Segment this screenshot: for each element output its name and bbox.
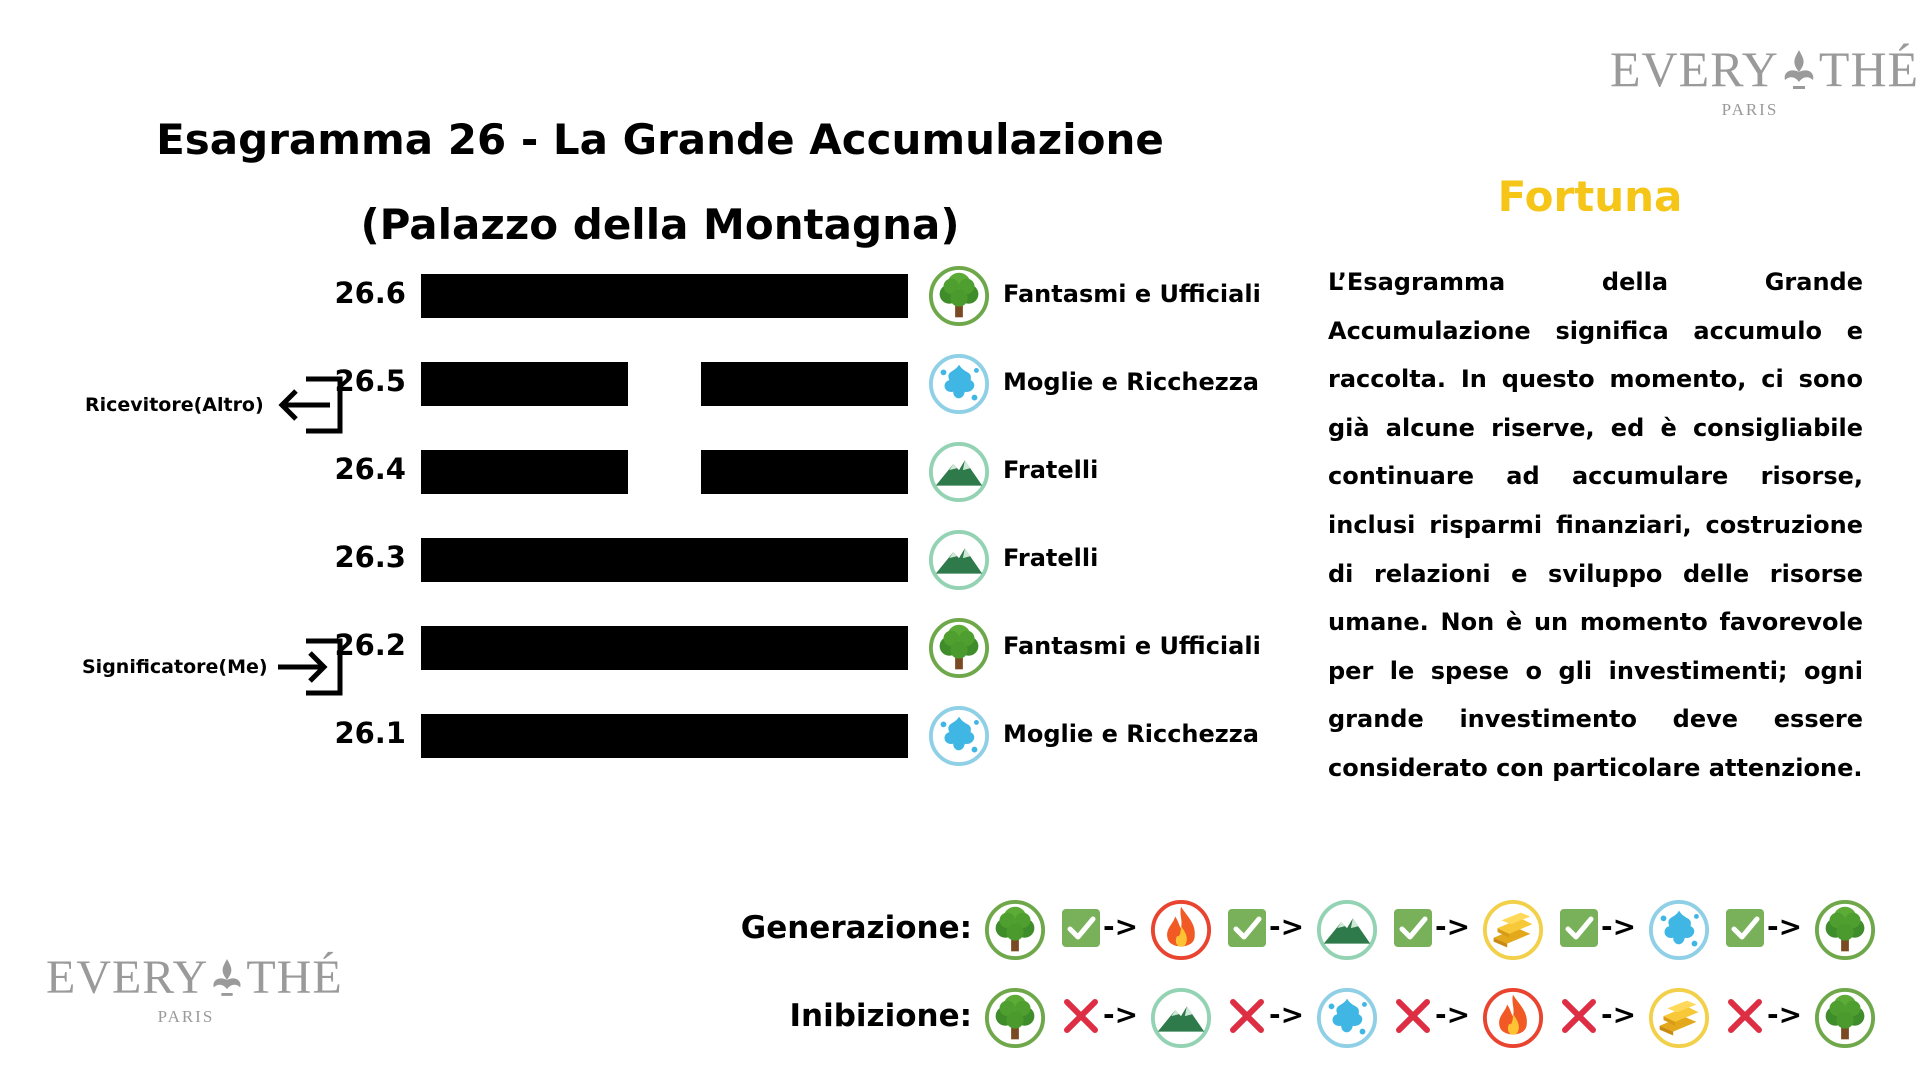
fortune-text: L’Esagramma della Grande Accumulazione significa accumulo e raccolta. In questo momento, ci sono già alcune riserve, ed è consigliabile continuare ad accumulare risorse, inclusi risparmi finanziari, costruzione di relazioni e sviluppo delle risorse umane. Non è un momento favorevole per le spese o gli investimenti; ogni grande investimento deve essere considerato con particolare attenzione.	[1328, 268, 1863, 782]
wood-icon	[928, 617, 990, 679]
check-icon	[1393, 908, 1433, 948]
wood-icon	[984, 899, 1046, 961]
arrow-text: ->	[1269, 998, 1305, 1031]
logo-city: PARIS	[157, 1007, 215, 1026]
logo-word-left: EVERY	[1610, 41, 1779, 97]
water-icon	[928, 353, 990, 415]
water-icon	[928, 705, 990, 767]
cross-icon	[1061, 996, 1101, 1036]
line-relation: Fratelli	[1003, 544, 1099, 572]
fortune-title: Fortuna	[1497, 172, 1683, 221]
cross-icon	[1393, 996, 1433, 1036]
line-label: 26.6	[334, 276, 406, 310]
arrow-text: ->	[1435, 998, 1471, 1031]
logo-word-right: THÉ	[1818, 41, 1920, 97]
enter-arrow-icon	[276, 637, 344, 697]
water-icon	[1648, 899, 1710, 961]
line-label: 26.3	[334, 540, 406, 574]
page-title: Esagramma 26 - La Grande Accumulazione	[156, 115, 1164, 164]
arrow-text: ->	[1435, 910, 1471, 943]
brand-logo	[1610, 40, 1920, 120]
line-label: 26.2	[334, 628, 406, 662]
yang-line	[421, 274, 908, 318]
check-icon	[1227, 908, 1267, 948]
check-icon	[1061, 908, 1101, 948]
brand-logo-bottom	[46, 950, 343, 1027]
fleur-icon	[1781, 48, 1817, 90]
check-icon	[1559, 908, 1599, 948]
generation-label: Generazione:	[740, 910, 972, 946]
arrow-text: ->	[1103, 910, 1139, 943]
line-label: 26.4	[334, 452, 406, 486]
line-relation: Moglie e Ricchezza	[1003, 368, 1259, 396]
line-label: 26.5	[334, 364, 406, 398]
line-relation: Fantasmi e Ufficiali	[1003, 632, 1261, 660]
line-relation: Fratelli	[1003, 456, 1099, 484]
arrow-text: ->	[1269, 910, 1305, 943]
yin-line-left	[421, 450, 628, 494]
earth-icon	[928, 441, 990, 503]
metal-icon	[1648, 987, 1710, 1049]
exit-arrow-icon	[276, 375, 344, 435]
line-label: 26.1	[334, 716, 406, 750]
yin-line-left	[421, 362, 628, 406]
earth-icon	[928, 529, 990, 591]
yin-line-right	[701, 450, 908, 494]
arrow-text: ->	[1767, 998, 1803, 1031]
fleur-icon	[210, 957, 244, 997]
metal-icon	[1482, 899, 1544, 961]
wood-icon	[1814, 899, 1876, 961]
yang-line	[421, 626, 908, 670]
arrow-text: ->	[1767, 910, 1803, 943]
earth-icon	[1150, 987, 1212, 1049]
cross-icon	[1559, 996, 1599, 1036]
cross-icon	[1725, 996, 1765, 1036]
yang-line	[421, 538, 908, 582]
arrow-text: ->	[1103, 998, 1139, 1031]
wood-icon	[928, 265, 990, 327]
arrow-text: ->	[1601, 998, 1637, 1031]
yang-line	[421, 714, 908, 758]
line-relation: Fantasmi e Ufficiali	[1003, 280, 1261, 308]
check-icon	[1725, 908, 1765, 948]
earth-icon	[1316, 899, 1378, 961]
fire-icon	[1482, 987, 1544, 1049]
wood-icon	[1814, 987, 1876, 1049]
logo-word-left: EVERY	[46, 951, 209, 1004]
page-subtitle: (Palazzo della Montagna)	[360, 200, 960, 249]
water-icon	[1316, 987, 1378, 1049]
logo-city: PARIS	[1721, 100, 1779, 119]
logo-word-right: THÉ	[246, 951, 343, 1004]
inhibition-label: Inibizione:	[789, 998, 972, 1034]
cross-icon	[1227, 996, 1267, 1036]
receiver-label: Ricevitore(Altro)	[85, 394, 264, 416]
significator-label: Significatore(Me)	[82, 656, 268, 678]
line-relation: Moglie e Ricchezza	[1003, 720, 1259, 748]
arrow-text: ->	[1601, 910, 1637, 943]
fire-icon	[1150, 899, 1212, 961]
yin-line-right	[701, 362, 908, 406]
wood-icon	[984, 987, 1046, 1049]
